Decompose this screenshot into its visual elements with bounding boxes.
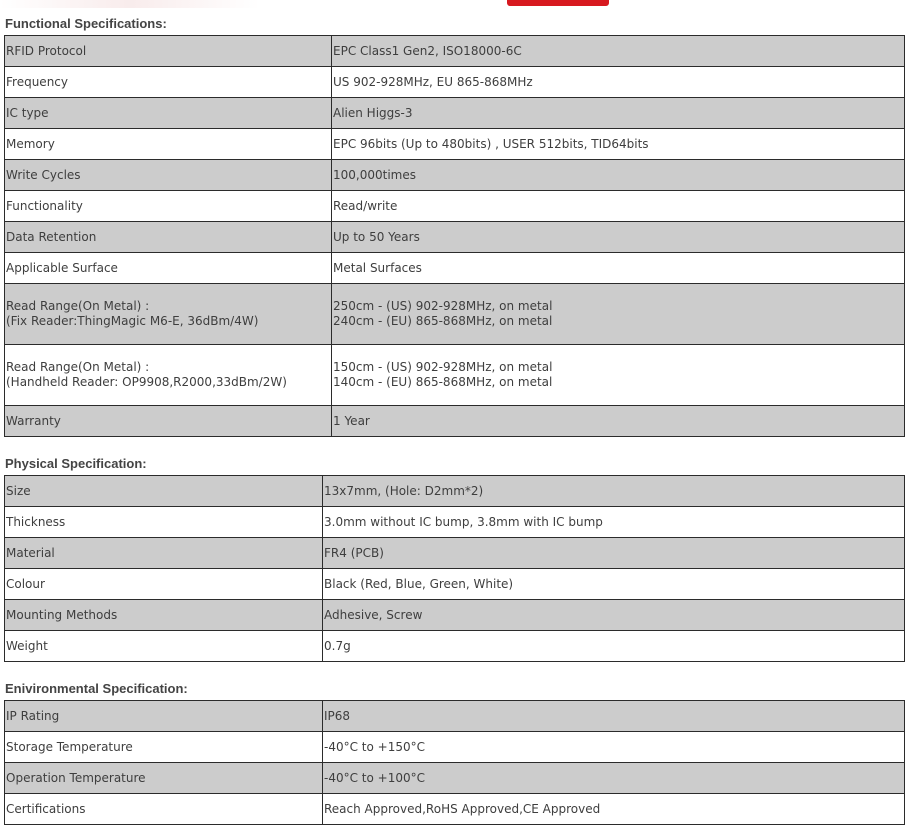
spec-value: Read/write bbox=[332, 191, 905, 222]
spec-label: Storage Temperature bbox=[5, 732, 323, 763]
spec-value: Up to 50 Years bbox=[332, 222, 905, 253]
spec-label: Operation Temperature bbox=[5, 763, 323, 794]
header-fade bbox=[0, 0, 260, 8]
spec-label: Warranty bbox=[5, 406, 332, 437]
spec-label: IP Rating bbox=[5, 701, 323, 732]
table-row bbox=[5, 284, 905, 345]
spec-label: Applicable Surface bbox=[5, 253, 332, 284]
section-title-functional: Functional Specifications: bbox=[5, 16, 167, 31]
table-row bbox=[5, 763, 905, 794]
table-row bbox=[5, 701, 905, 732]
spec-value: 0.7g bbox=[323, 631, 905, 662]
table-row bbox=[5, 253, 905, 284]
table-row bbox=[5, 794, 905, 825]
spec-label: Thickness bbox=[5, 507, 323, 538]
spec-label: Certifications bbox=[5, 794, 323, 825]
table-row bbox=[5, 631, 905, 662]
spec-value: EPC 96bits (Up to 480bits) , USER 512bits, TID64bits bbox=[332, 129, 905, 160]
spec-label: Colour bbox=[5, 569, 323, 600]
table-row bbox=[5, 406, 905, 437]
spec-value: 3.0mm without IC bump, 3.8mm with IC bump bbox=[323, 507, 905, 538]
spec-label: Functionality bbox=[5, 191, 332, 222]
spec-value: Alien Higgs-3 bbox=[332, 98, 905, 129]
header-accent-tab[interactable] bbox=[507, 0, 609, 6]
spec-label: Read Range(On Metal) : (Fix Reader:ThingMagic M6-E, 36dBm/4W) bbox=[5, 284, 332, 345]
functional-spec-table bbox=[4, 35, 905, 437]
spec-value: IP68 bbox=[323, 701, 905, 732]
spec-label: Memory bbox=[5, 129, 332, 160]
spec-value: 150cm - (US) 902-928MHz, on metal 140cm - (EU) 865-868MHz, on metal bbox=[332, 345, 905, 406]
table-row bbox=[5, 222, 905, 253]
spec-label: Mounting Methods bbox=[5, 600, 323, 631]
physical-spec-table bbox=[4, 475, 905, 662]
spec-value: -40°C to +100°C bbox=[323, 763, 905, 794]
spec-value: Adhesive, Screw bbox=[323, 600, 905, 631]
spec-value: Reach Approved,RoHS Approved,CE Approved bbox=[323, 794, 905, 825]
spec-value: Metal Surfaces bbox=[332, 253, 905, 284]
spec-value: US 902-928MHz, EU 865-868MHz bbox=[332, 67, 905, 98]
spec-value: 1 Year bbox=[332, 406, 905, 437]
section-title-physical: Physical Specification: bbox=[5, 456, 147, 471]
table-row bbox=[5, 160, 905, 191]
spec-label: Material bbox=[5, 538, 323, 569]
table-row bbox=[5, 191, 905, 222]
table-row bbox=[5, 507, 905, 538]
table-row bbox=[5, 129, 905, 160]
spec-value: 13x7mm, (Hole: D2mm*2) bbox=[323, 476, 905, 507]
spec-label: Data Retention bbox=[5, 222, 332, 253]
table-row bbox=[5, 98, 905, 129]
spec-value: Black (Red, Blue, Green, White) bbox=[323, 569, 905, 600]
spec-label: RFID Protocol bbox=[5, 36, 332, 67]
table-row bbox=[5, 569, 905, 600]
table-row bbox=[5, 732, 905, 763]
spec-value: EPC Class1 Gen2, ISO18000-6C bbox=[332, 36, 905, 67]
spec-value: -40°C to +150°C bbox=[323, 732, 905, 763]
table-row bbox=[5, 67, 905, 98]
environmental-spec-table bbox=[4, 700, 905, 825]
table-row bbox=[5, 345, 905, 406]
section-title-environmental: Enivironmental Specification: bbox=[5, 681, 188, 696]
spec-label: Read Range(On Metal) : (Handheld Reader: OP9908,R2000,33dBm/2W) bbox=[5, 345, 332, 406]
table-row bbox=[5, 36, 905, 67]
table-row bbox=[5, 600, 905, 631]
table-row bbox=[5, 476, 905, 507]
spec-label: Write Cycles bbox=[5, 160, 332, 191]
spec-label: Weight bbox=[5, 631, 323, 662]
spec-label: Size bbox=[5, 476, 323, 507]
spec-value: 100,000times bbox=[332, 160, 905, 191]
spec-value: 250cm - (US) 902-928MHz, on metal 240cm - (EU) 865-868MHz, on metal bbox=[332, 284, 905, 345]
spec-value: FR4 (PCB) bbox=[323, 538, 905, 569]
spec-label: IC type bbox=[5, 98, 332, 129]
table-row bbox=[5, 538, 905, 569]
spec-label: Frequency bbox=[5, 67, 332, 98]
